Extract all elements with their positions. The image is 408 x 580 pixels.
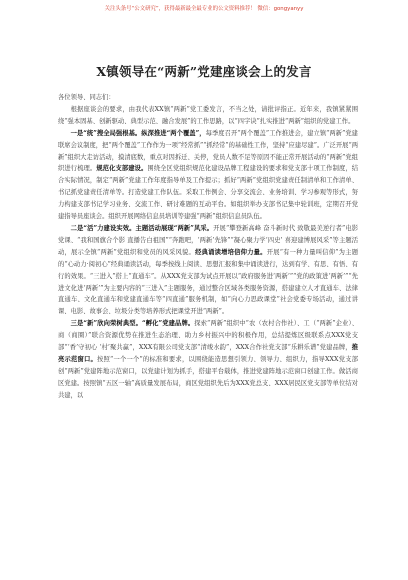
paragraph-point-one: [58, 128, 358, 223]
paragraph-bold-sub: 经典诵读增培信仰力量。: [195, 248, 267, 256]
paragraph-text: 探索“两新”组织中“农（农村合作社）、工（“两新”企业）、商（商圈）”联合资源优势在推进生态治理、助力乡村振兴中的积极作用，总结提炼区级联系点XXX党支部“‘香’守初心 ‘村’聚共赢”，XXX有限公司党支部“清竣水韵”，XXX合作社党支部“乐耕乐谱”党建品牌，: [58, 320, 358, 352]
paragraph-text: 每季度召开“两个覆盖”工作推进会，建立镇“两新”党建联席会议制度，把“两个覆盖”工作作为一项“经常抓”“抓经常”的基础性工作，坚持“应建尽建”。广泛开展“两新”组织大走访活动，摸清底数，重点对因拆迁、关停，党员人数不足等原因不能正常开展活动的“两新”党组织进行梳理。: [58, 129, 358, 173]
salutation: 各位领导、同志们：: [58, 94, 115, 101]
paragraph-bold-lead: 二是“活”力建设实效。主题活动展现“两新”风采。: [70, 224, 214, 232]
paragraph-bold-lead: 三是“新”欣向荣树典型。“孵化”党建品牌。: [70, 320, 195, 328]
paragraph-text: 根据座谈会的要求，由我代表XX镇“两新”党工委发言，不当之处，请批评指正。近年来，我镇紧紧围绕“强本固基、创新驱动、典型示范、融合发展”的工作思路，以“四字诀”扎实推进“两新”组织的党建工作。: [58, 105, 358, 125]
paragraph-bold-sub: 规范化支部建设。: [96, 165, 148, 173]
paragraph-intro: [58, 104, 358, 128]
paragraph-bold-sub: 推亮示范窗口。: [58, 344, 358, 363]
paragraph-point-three: [58, 318, 358, 401]
paragraph-bold-lead: 一是“统”搜全局强根基。纵深推进“两个覆盖”，: [70, 129, 206, 137]
top-banner: 关注头条号“公文研究”，获得最新最全最专业的公文资料推荐！ 微信：gongyanyy: [104, 6, 304, 12]
paragraph-text: 开展“攀登新高峰 奋斗新时代 致敬最美逆行者”电影党课、“我和国旗合个影 直播告白祖国”“奔跑吧，‘两新’先锋”“凝心聚力学‘四史’ 喜迎建博展风采”等主题活动，展示全镇“两新”党组织和党员的风采风貌。: [58, 224, 358, 256]
paragraph-point-two: [58, 223, 358, 318]
paragraph-text: 按照“一个一个”的标准和要求，以围绕能造思想引领力、领导力、组织力，指导XXX党支部创“两新”党建阵地示范窗口，以党建计划为抓手，搭建平台载体，推进党建阵地示范窗口创建工作。做活商区党建。按照镇“五区一轴”高质量发展布局，商区党组织先后为XXX党总支、XXX居民区党支部等单位结对共建，以: [58, 355, 358, 399]
paragraph-text: 开展“有一种力量叫信仰”为主题的“心动力·阅初心”经典诵读活动，每季按线上阅读、思想汇报和集中诵读进行，达到有学、有思、有悟、有行的效果。“三进入”搭上“直通车”。从XXX党支部为试点开展以“政府服务进‘两新’”“党的政策进‘两新’”“先进文化进‘两新’”为主要内容的“三进入”主题服务，通过整合区域各类服务资源，搭建建立人才直通车、法律直通车、文化直通车和党建直通车等“四直通”服务机制，如“向心力思政课堂”社会党委专场活动，通过讲课、电影、故事会、垃圾分类等培养形式把课堂开进“两新”。: [58, 248, 358, 316]
paragraph-text: 围绕全区党组织规范化建设品牌工程建设的要求和党支部十项工作制度，结合实际情况，制定“两新”党建工作年度指导单及工作提示；抓好“两新”党组织党建责任制清单和工作清单、书记抓党建责任清单等。打造党建工作队伍。采取工作例会、分享交流会、业务培训、学习参观等形式，努力构建支部书记学习业务、交流工作、研讨难题的互动平台。如组织举办支部书记集中轮训班，定期召开党建指导员座谈会。组织开展网络信息员培训等建强“两新”组织信息员队伍。: [58, 165, 358, 221]
document-body: [58, 92, 358, 570]
document-title: X镇领导在“两新”党建座谈会上的发言: [96, 64, 312, 79]
